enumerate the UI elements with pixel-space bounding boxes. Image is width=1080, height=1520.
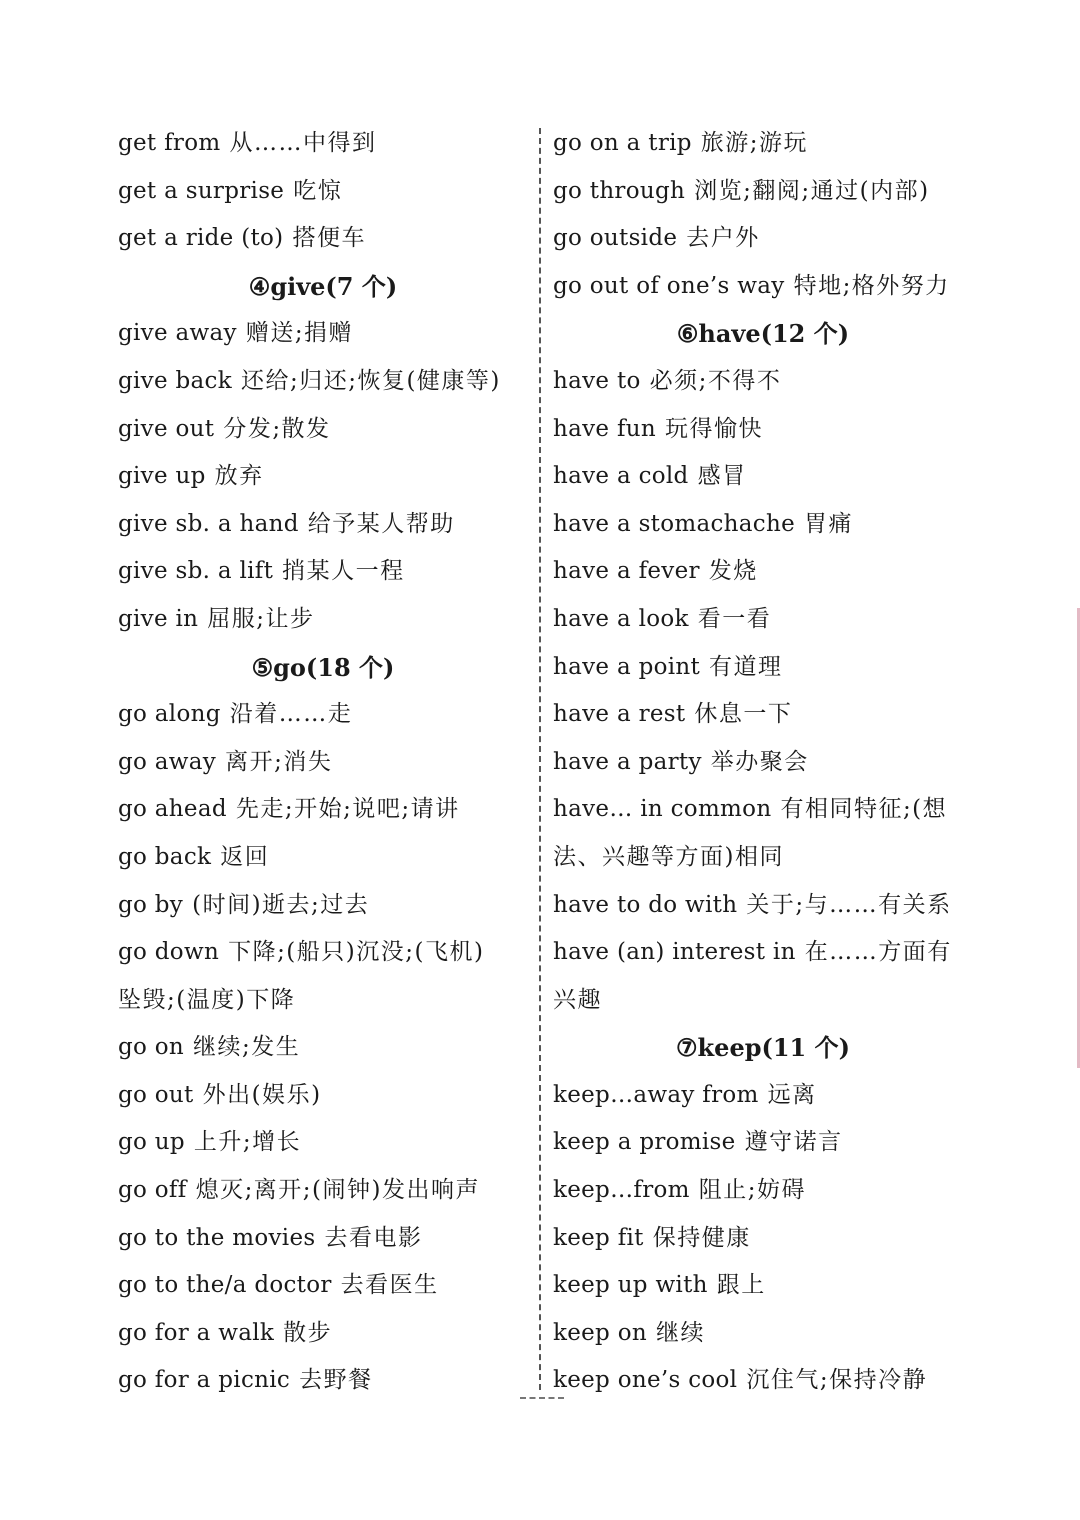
chinese-meaning: 旅游;游玩 xyxy=(700,130,809,156)
phrase-entry xyxy=(553,1119,973,1167)
phrase-entry xyxy=(553,882,973,930)
english-phrase: go on xyxy=(118,1034,185,1061)
english-phrase: have fun xyxy=(553,415,656,442)
english-phrase: go along xyxy=(118,701,221,728)
chinese-meaning: 有道理 xyxy=(709,653,783,680)
english-phrase: give out xyxy=(118,415,215,442)
phrase-entry xyxy=(118,1357,528,1405)
section-heading-text: ⑦keep(11 个) xyxy=(676,1033,850,1063)
chinese-meaning: 法、兴趣等方面)相同 xyxy=(553,843,784,870)
phrase-entry xyxy=(553,120,973,168)
chinese-meaning: 遵守诺言 xyxy=(744,1129,843,1156)
chinese-meaning: 外出(娱乐) xyxy=(202,1081,322,1108)
phrase-entry xyxy=(118,1310,528,1358)
english-phrase: go out of one’s way xyxy=(553,272,785,299)
chinese-meaning: 看一看 xyxy=(697,605,772,632)
phrase-entry xyxy=(118,929,528,977)
chinese-meaning: 保持健康 xyxy=(652,1224,751,1251)
chinese-meaning: 休息一下 xyxy=(694,701,793,728)
chinese-meaning: 胃痛 xyxy=(804,510,853,537)
phrase-entry xyxy=(118,310,528,358)
phrase-entry xyxy=(553,1357,973,1405)
phrase-entry xyxy=(553,834,973,882)
chinese-meaning: 下降;(船只)沉没;(飞机) xyxy=(228,939,485,966)
phrase-entry xyxy=(553,168,973,216)
chinese-meaning: 玩得愉快 xyxy=(664,415,763,442)
phrase-entry xyxy=(118,168,528,216)
english-phrase: have a fever xyxy=(553,558,700,585)
english-phrase: go away xyxy=(118,748,217,775)
english-phrase: go outside xyxy=(553,225,678,252)
english-phrase: have a party xyxy=(553,748,702,775)
phrase-entry xyxy=(118,501,528,549)
english-phrase: go off xyxy=(118,1177,187,1204)
chinese-meaning: 去野餐 xyxy=(299,1367,373,1394)
phrase-entry xyxy=(118,1024,528,1072)
chinese-meaning: 上升;增长 xyxy=(193,1129,302,1156)
phrase-entry xyxy=(553,929,973,977)
chinese-meaning: 返回 xyxy=(220,843,270,870)
chinese-meaning: (时间)逝去;过去 xyxy=(192,891,370,918)
chinese-meaning: 浏览;翻阅;通过(内部) xyxy=(694,177,930,204)
english-phrase: go ahead xyxy=(118,796,227,823)
chinese-meaning: 发烧 xyxy=(708,558,758,585)
page-footer-mark xyxy=(520,1397,564,1407)
chinese-meaning: 远离 xyxy=(767,1081,817,1108)
phrase-entry xyxy=(118,739,528,787)
chinese-meaning: 坠毁;(温度)下降 xyxy=(118,986,296,1013)
english-phrase: have a cold xyxy=(553,463,689,490)
section-heading xyxy=(118,263,528,311)
english-phrase: go for a picnic xyxy=(118,1367,291,1394)
english-phrase: go back xyxy=(118,843,212,870)
chinese-meaning: 沿着……走 xyxy=(229,701,353,728)
chinese-meaning: 离开;消失 xyxy=(225,748,333,775)
phrase-entry xyxy=(553,406,973,454)
chinese-meaning: 先走;开始;说吧;请讲 xyxy=(235,796,460,823)
english-phrase: go out xyxy=(118,1081,194,1108)
phrase-entry xyxy=(553,548,973,596)
chinese-meaning: 继续;发生 xyxy=(193,1034,301,1061)
chinese-meaning: 关于;与……有关系 xyxy=(746,891,952,918)
phrase-entry xyxy=(553,1215,973,1263)
english-phrase: give up xyxy=(118,463,206,490)
phrase-entry xyxy=(118,977,528,1025)
section-heading xyxy=(553,310,973,358)
english-phrase: keep up with xyxy=(553,1272,708,1299)
english-phrase: give sb. a lift xyxy=(118,558,274,585)
chinese-meaning: 从……中得到 xyxy=(229,130,377,156)
phrase-entry xyxy=(553,215,973,263)
chinese-meaning: 举办聚会 xyxy=(710,748,809,775)
phrase-entry xyxy=(118,358,528,406)
section-heading-text: ④give(7 个) xyxy=(248,271,398,301)
english-phrase: give in xyxy=(118,605,199,632)
phrase-entry xyxy=(118,120,528,168)
chinese-meaning: 赠送;捐赠 xyxy=(245,320,354,347)
chinese-meaning: 在……方面有 xyxy=(804,939,952,966)
phrase-entry xyxy=(553,1072,973,1120)
phrase-entry xyxy=(118,596,528,644)
phrase-entry xyxy=(118,215,528,263)
english-phrase: keep…away from xyxy=(553,1081,759,1108)
section-heading-text: ⑥have(12 个) xyxy=(676,319,850,349)
phrase-entry xyxy=(553,263,973,311)
english-phrase: go down xyxy=(118,939,220,966)
phrase-entry xyxy=(553,739,973,787)
phrase-entry xyxy=(553,358,973,406)
phrase-entry xyxy=(118,691,528,739)
right-column xyxy=(553,120,973,1405)
chinese-meaning: 去看电影 xyxy=(324,1224,423,1251)
chinese-meaning: 还给;归还;恢复(健康等) xyxy=(240,367,501,394)
chinese-meaning: 散步 xyxy=(283,1319,333,1346)
phrase-entry xyxy=(553,501,973,549)
english-phrase: have a stomachache xyxy=(553,510,795,537)
phrase-entry xyxy=(553,596,973,644)
english-phrase: go through xyxy=(553,177,686,204)
chinese-meaning: 分发;散发 xyxy=(223,415,331,442)
english-phrase: have to xyxy=(553,367,641,394)
phrase-entry xyxy=(118,882,528,930)
english-phrase: get a surprise xyxy=(118,177,285,204)
phrase-entry xyxy=(118,406,528,454)
chinese-meaning: 有相同特征;(想 xyxy=(780,796,948,823)
english-phrase: go for a walk xyxy=(118,1319,275,1346)
column-divider xyxy=(539,128,541,1390)
english-phrase: keep…from xyxy=(553,1177,690,1204)
phrase-entry xyxy=(553,453,973,501)
english-phrase: go to the movies xyxy=(118,1224,316,1251)
english-phrase: go on a trip xyxy=(553,130,692,156)
english-phrase: go up xyxy=(118,1129,185,1156)
phrase-entry xyxy=(553,644,973,692)
phrase-entry xyxy=(118,1167,528,1215)
chinese-meaning: 去看医生 xyxy=(340,1272,439,1299)
phrase-entry xyxy=(118,834,528,882)
chinese-meaning: 熄灭;离开;(闹钟)发出响声 xyxy=(195,1177,481,1204)
english-phrase: have a point xyxy=(553,653,701,680)
english-phrase: keep fit xyxy=(553,1224,644,1251)
chinese-meaning: 搭便车 xyxy=(292,225,366,252)
section-heading xyxy=(118,644,528,692)
phrase-entry xyxy=(553,1310,973,1358)
section-heading xyxy=(553,1024,973,1072)
english-phrase: keep a promise xyxy=(553,1129,736,1156)
chinese-meaning: 继续 xyxy=(655,1319,705,1346)
phrase-entry xyxy=(118,1215,528,1263)
chinese-meaning: 去户外 xyxy=(686,225,760,252)
chinese-meaning: 沉住气;保持冷静 xyxy=(746,1367,928,1394)
phrase-entry xyxy=(118,548,528,596)
chinese-meaning: 吃惊 xyxy=(293,177,343,204)
phrase-entry xyxy=(118,1262,528,1310)
chinese-meaning: 必须;不得不 xyxy=(649,367,782,394)
phrase-entry xyxy=(118,1119,528,1167)
phrase-entry xyxy=(118,786,528,834)
phrase-entry xyxy=(118,1072,528,1120)
english-phrase: have (an) interest in xyxy=(553,939,796,966)
english-phrase: have a rest xyxy=(553,701,686,728)
chinese-meaning: 感冒 xyxy=(697,463,747,490)
chinese-meaning: 屈服;让步 xyxy=(207,605,315,632)
phrase-entry xyxy=(553,786,973,834)
chinese-meaning: 捎某人一程 xyxy=(282,558,405,585)
english-phrase: give sb. a hand xyxy=(118,510,299,537)
chinese-meaning: 跟上 xyxy=(716,1272,766,1299)
phrase-entry xyxy=(553,1262,973,1310)
phrase-entry xyxy=(118,453,528,501)
left-column xyxy=(118,120,528,1405)
phrase-entry xyxy=(553,1167,973,1215)
chinese-meaning: 阻止;妨碍 xyxy=(698,1177,806,1204)
chinese-meaning: 兴趣 xyxy=(553,986,602,1013)
phrase-entry xyxy=(553,691,973,739)
english-phrase: go to the/a doctor xyxy=(118,1272,332,1299)
english-phrase: have a look xyxy=(553,605,689,632)
english-phrase: keep one’s cool xyxy=(553,1367,738,1394)
english-phrase: get a ride (to) xyxy=(118,225,284,252)
english-phrase: have to do with xyxy=(553,891,738,918)
english-phrase: keep on xyxy=(553,1319,647,1346)
english-phrase: give away xyxy=(118,320,237,347)
english-phrase: give back xyxy=(118,367,232,394)
english-phrase: go by xyxy=(118,891,184,918)
chinese-meaning: 特地;格外努力 xyxy=(793,272,950,299)
phrase-entry xyxy=(553,977,973,1025)
section-heading-text: ⑤go(18 个) xyxy=(251,652,395,682)
english-phrase: get from xyxy=(118,130,221,156)
english-phrase: have… in common xyxy=(553,796,772,823)
chinese-meaning: 放弃 xyxy=(214,463,264,490)
chinese-meaning: 给予某人帮助 xyxy=(307,510,455,537)
